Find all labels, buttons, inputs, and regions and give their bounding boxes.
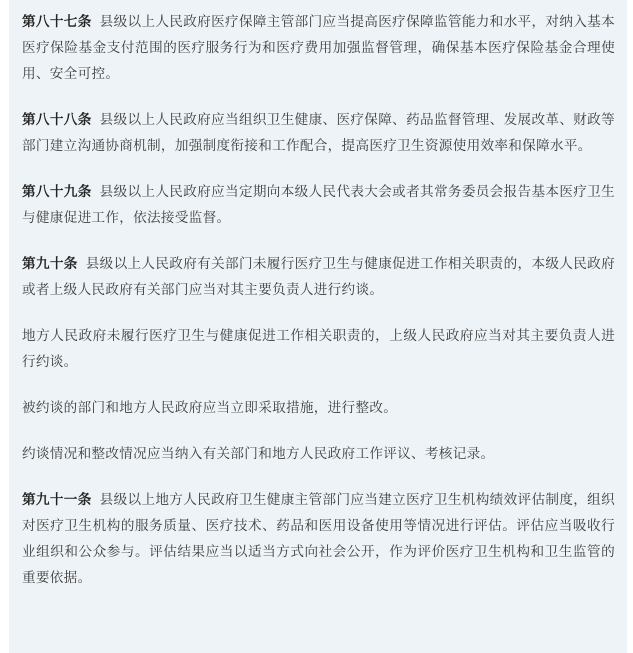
article-text: 县级以上地方人民政府卫生健康主管部门应当建立医疗卫生机构绩效评估制度，组织对医疗卫生机构的服务质量、医疗技术、药品和医用设备使用等情况进行评估。评估应当吸收行业组织和公众参与。评估结果应当以适当方式向社会公开，作为评价医疗卫生机构和卫生监管的重要依据。 bbox=[22, 492, 615, 586]
article-text: 县级以上人民政府有关部门未履行医疗卫生与健康促进工作相关职责的，本级人民政府或者上级人民政府有关部门应当对其主要负责人进行约谈。 bbox=[22, 256, 615, 298]
article-text: 县级以上人民政府应当定期向本级人民代表大会或者其常务委员会报告基本医疗卫生与健康促进工作，依法接受监督。 bbox=[22, 184, 615, 226]
article-number: 第九十条 bbox=[22, 256, 78, 272]
article-89 bbox=[22, 179, 615, 231]
paragraph-text: 地方人民政府未履行医疗卫生与健康促进工作相关职责的，上级人民政府应当对其主要负责人进行约谈。 bbox=[22, 328, 615, 370]
article-91 bbox=[22, 487, 615, 591]
article-90 bbox=[22, 251, 615, 303]
article-text: 县级以上人民政府应当组织卫生健康、医疗保障、药品监督管理、发展改革、财政等部门建立沟通协商机制，加强制度衔接和工作配合，提高医疗卫生资源使用效率和保障水平。 bbox=[22, 112, 615, 154]
paragraph-text: 被约谈的部门和地方人民政府应当立即采取措施，进行整改。 bbox=[22, 400, 398, 416]
article-90-paragraph-3 bbox=[22, 395, 615, 421]
article-number: 第八十八条 bbox=[22, 112, 92, 128]
article-90-paragraph-4 bbox=[22, 441, 615, 467]
paragraph-text: 约谈情况和整改情况应当纳入有关部门和地方人民政府工作评议、考核记录。 bbox=[22, 446, 495, 462]
law-excerpt-panel bbox=[9, 0, 627, 653]
article-87 bbox=[22, 9, 615, 87]
article-88 bbox=[22, 107, 615, 159]
article-90-paragraph-2 bbox=[22, 323, 615, 375]
article-text: 县级以上人民政府医疗保障主管部门应当提高医疗保障监管能力和水平，对纳入基本医疗保险基金支付范围的医疗服务行为和医疗费用加强监督管理，确保基本医疗保险基金合理使用、安全可控。 bbox=[22, 14, 615, 82]
article-number: 第八十七条 bbox=[22, 14, 92, 30]
article-number: 第八十九条 bbox=[22, 184, 92, 200]
article-number: 第九十一条 bbox=[22, 492, 92, 508]
